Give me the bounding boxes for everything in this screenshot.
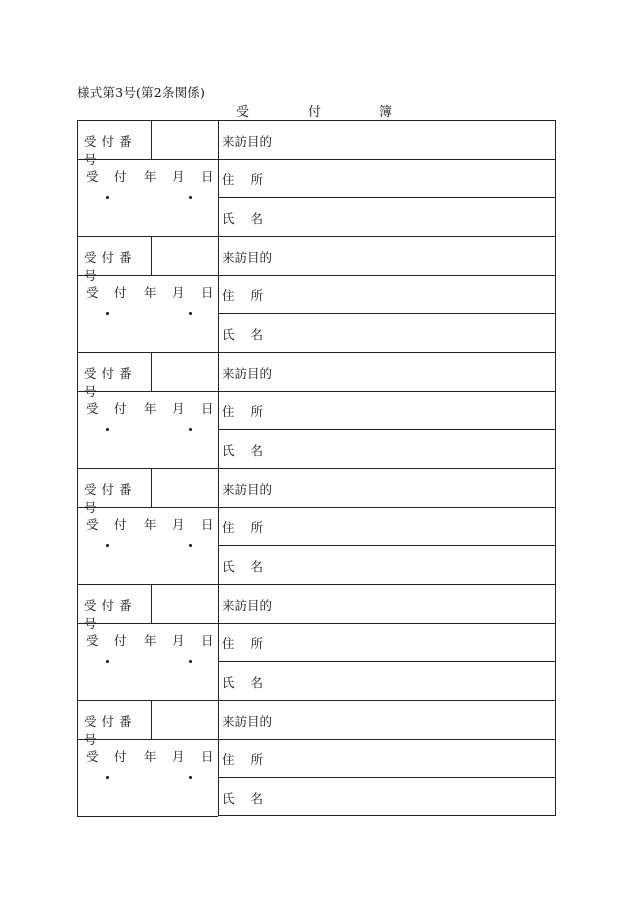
reception-date-cell[interactable] [77,623,218,700]
date-dot-icon [106,196,109,199]
receipt-number-field[interactable] [151,236,218,275]
day-label: 日 [201,749,214,764]
register-entry [77,584,556,700]
visit-purpose-cell[interactable] [218,700,556,739]
reception-date-cell[interactable] [77,391,218,468]
register-entry [77,468,556,584]
day-label: 日 [201,401,214,416]
receipt-number-label-cell [77,120,151,167]
date-dot-icon [106,544,109,547]
receipt-number-label: 受付番号 [84,598,137,631]
date-label-char: 付 [114,285,127,300]
date-label-char: 受 [86,749,99,764]
address-cell[interactable] [218,275,556,313]
month-label: 月 [172,401,185,416]
address-cell[interactable] [218,623,556,661]
date-label-char: 受 [86,169,99,184]
name-label: 氏名 [222,559,280,574]
name-cell[interactable] [218,197,556,236]
date-dot-icon [189,544,192,547]
month-label: 月 [172,749,185,764]
date-dot-icon [189,312,192,315]
year-label: 年 [144,401,157,416]
month-label: 月 [172,285,185,300]
date-dot-icon [189,428,192,431]
date-label-char: 付 [114,401,127,416]
day-label: 日 [201,169,214,184]
name-cell[interactable] [218,429,556,468]
receipt-number-label: 受付番号 [84,714,137,747]
receipt-number-label-cell [77,584,151,631]
year-label: 年 [144,633,157,648]
reception-date-cell[interactable] [77,739,218,817]
name-label: 氏名 [222,211,280,226]
title-char: 付 [308,105,322,120]
address-cell[interactable] [218,739,556,777]
form-number-label: 様式第3号(第2条関係) [77,85,206,100]
visit-purpose-label: 来訪目的 [222,250,273,265]
address-label: 住所 [222,636,280,651]
address-label: 住所 [222,520,280,535]
name-cell[interactable] [218,545,556,584]
date-dot-icon [106,312,109,315]
date-dot-icon [106,428,109,431]
visit-purpose-label: 来訪目的 [222,366,273,381]
receipt-number-label-cell [77,700,151,747]
register-entry [77,236,556,352]
day-label: 日 [201,633,214,648]
date-dot-icon [189,776,192,779]
address-label: 住所 [222,288,280,303]
year-label: 年 [144,169,157,184]
visit-purpose-cell[interactable] [218,120,556,159]
receipt-number-label-cell [77,468,151,515]
name-label: 氏名 [222,327,280,342]
receipt-number-label-cell [77,352,151,399]
name-label: 氏名 [222,791,280,806]
receipt-number-label-cell [77,236,151,283]
date-label-char: 受 [86,285,99,300]
receipt-number-label: 受付番号 [84,250,137,283]
visit-purpose-cell[interactable] [218,236,556,275]
receipt-number-label: 受付番号 [84,366,137,399]
year-label: 年 [144,285,157,300]
day-label: 日 [201,517,214,532]
receipt-number-field[interactable] [151,584,218,623]
address-cell[interactable] [218,507,556,545]
register-entry [77,120,556,236]
date-label-char: 付 [114,633,127,648]
visit-purpose-cell[interactable] [218,584,556,623]
day-label: 日 [201,285,214,300]
address-label: 住所 [222,172,280,187]
year-label: 年 [144,749,157,764]
receipt-number-label: 受付番号 [84,482,137,515]
visit-purpose-cell[interactable] [218,468,556,507]
address-label: 住所 [222,752,280,767]
date-dot-icon [106,776,109,779]
name-cell[interactable] [218,661,556,700]
receipt-number-field[interactable] [151,700,218,739]
date-label-char: 受 [86,633,99,648]
receipt-number-field[interactable] [151,352,218,391]
reception-date-cell[interactable] [77,159,218,236]
month-label: 月 [172,633,185,648]
date-label-char: 付 [114,517,127,532]
name-label: 氏名 [222,443,280,458]
date-dot-icon [189,196,192,199]
register-entry [77,700,556,816]
title-char: 簿 [379,105,393,120]
name-cell[interactable] [218,313,556,352]
visit-purpose-label: 来訪目的 [222,134,273,149]
visit-purpose-label: 来訪目的 [222,714,273,729]
name-cell[interactable] [218,777,556,816]
receipt-number-label: 受付番号 [84,134,137,167]
date-label-char: 受 [86,517,99,532]
visit-purpose-label: 来訪目的 [222,598,273,613]
receipt-number-field[interactable] [151,120,218,159]
date-dot-icon [106,660,109,663]
date-label-char: 受 [86,401,99,416]
year-label: 年 [144,517,157,532]
title-char: 受 [236,105,250,120]
name-label: 氏名 [222,675,280,690]
visit-purpose-cell[interactable] [218,352,556,391]
address-cell[interactable] [218,391,556,429]
date-label-char: 付 [114,749,127,764]
register-entry [77,352,556,468]
month-label: 月 [172,517,185,532]
date-label-char: 付 [114,169,127,184]
visit-purpose-label: 来訪目的 [222,482,273,497]
month-label: 月 [172,169,185,184]
date-dot-icon [189,660,192,663]
document-title [218,101,418,119]
address-label: 住所 [222,404,280,419]
reception-register-table [77,120,556,816]
receipt-number-field[interactable] [151,468,218,507]
address-cell[interactable] [218,159,556,197]
reception-date-cell[interactable] [77,275,218,352]
reception-date-cell[interactable] [77,507,218,584]
